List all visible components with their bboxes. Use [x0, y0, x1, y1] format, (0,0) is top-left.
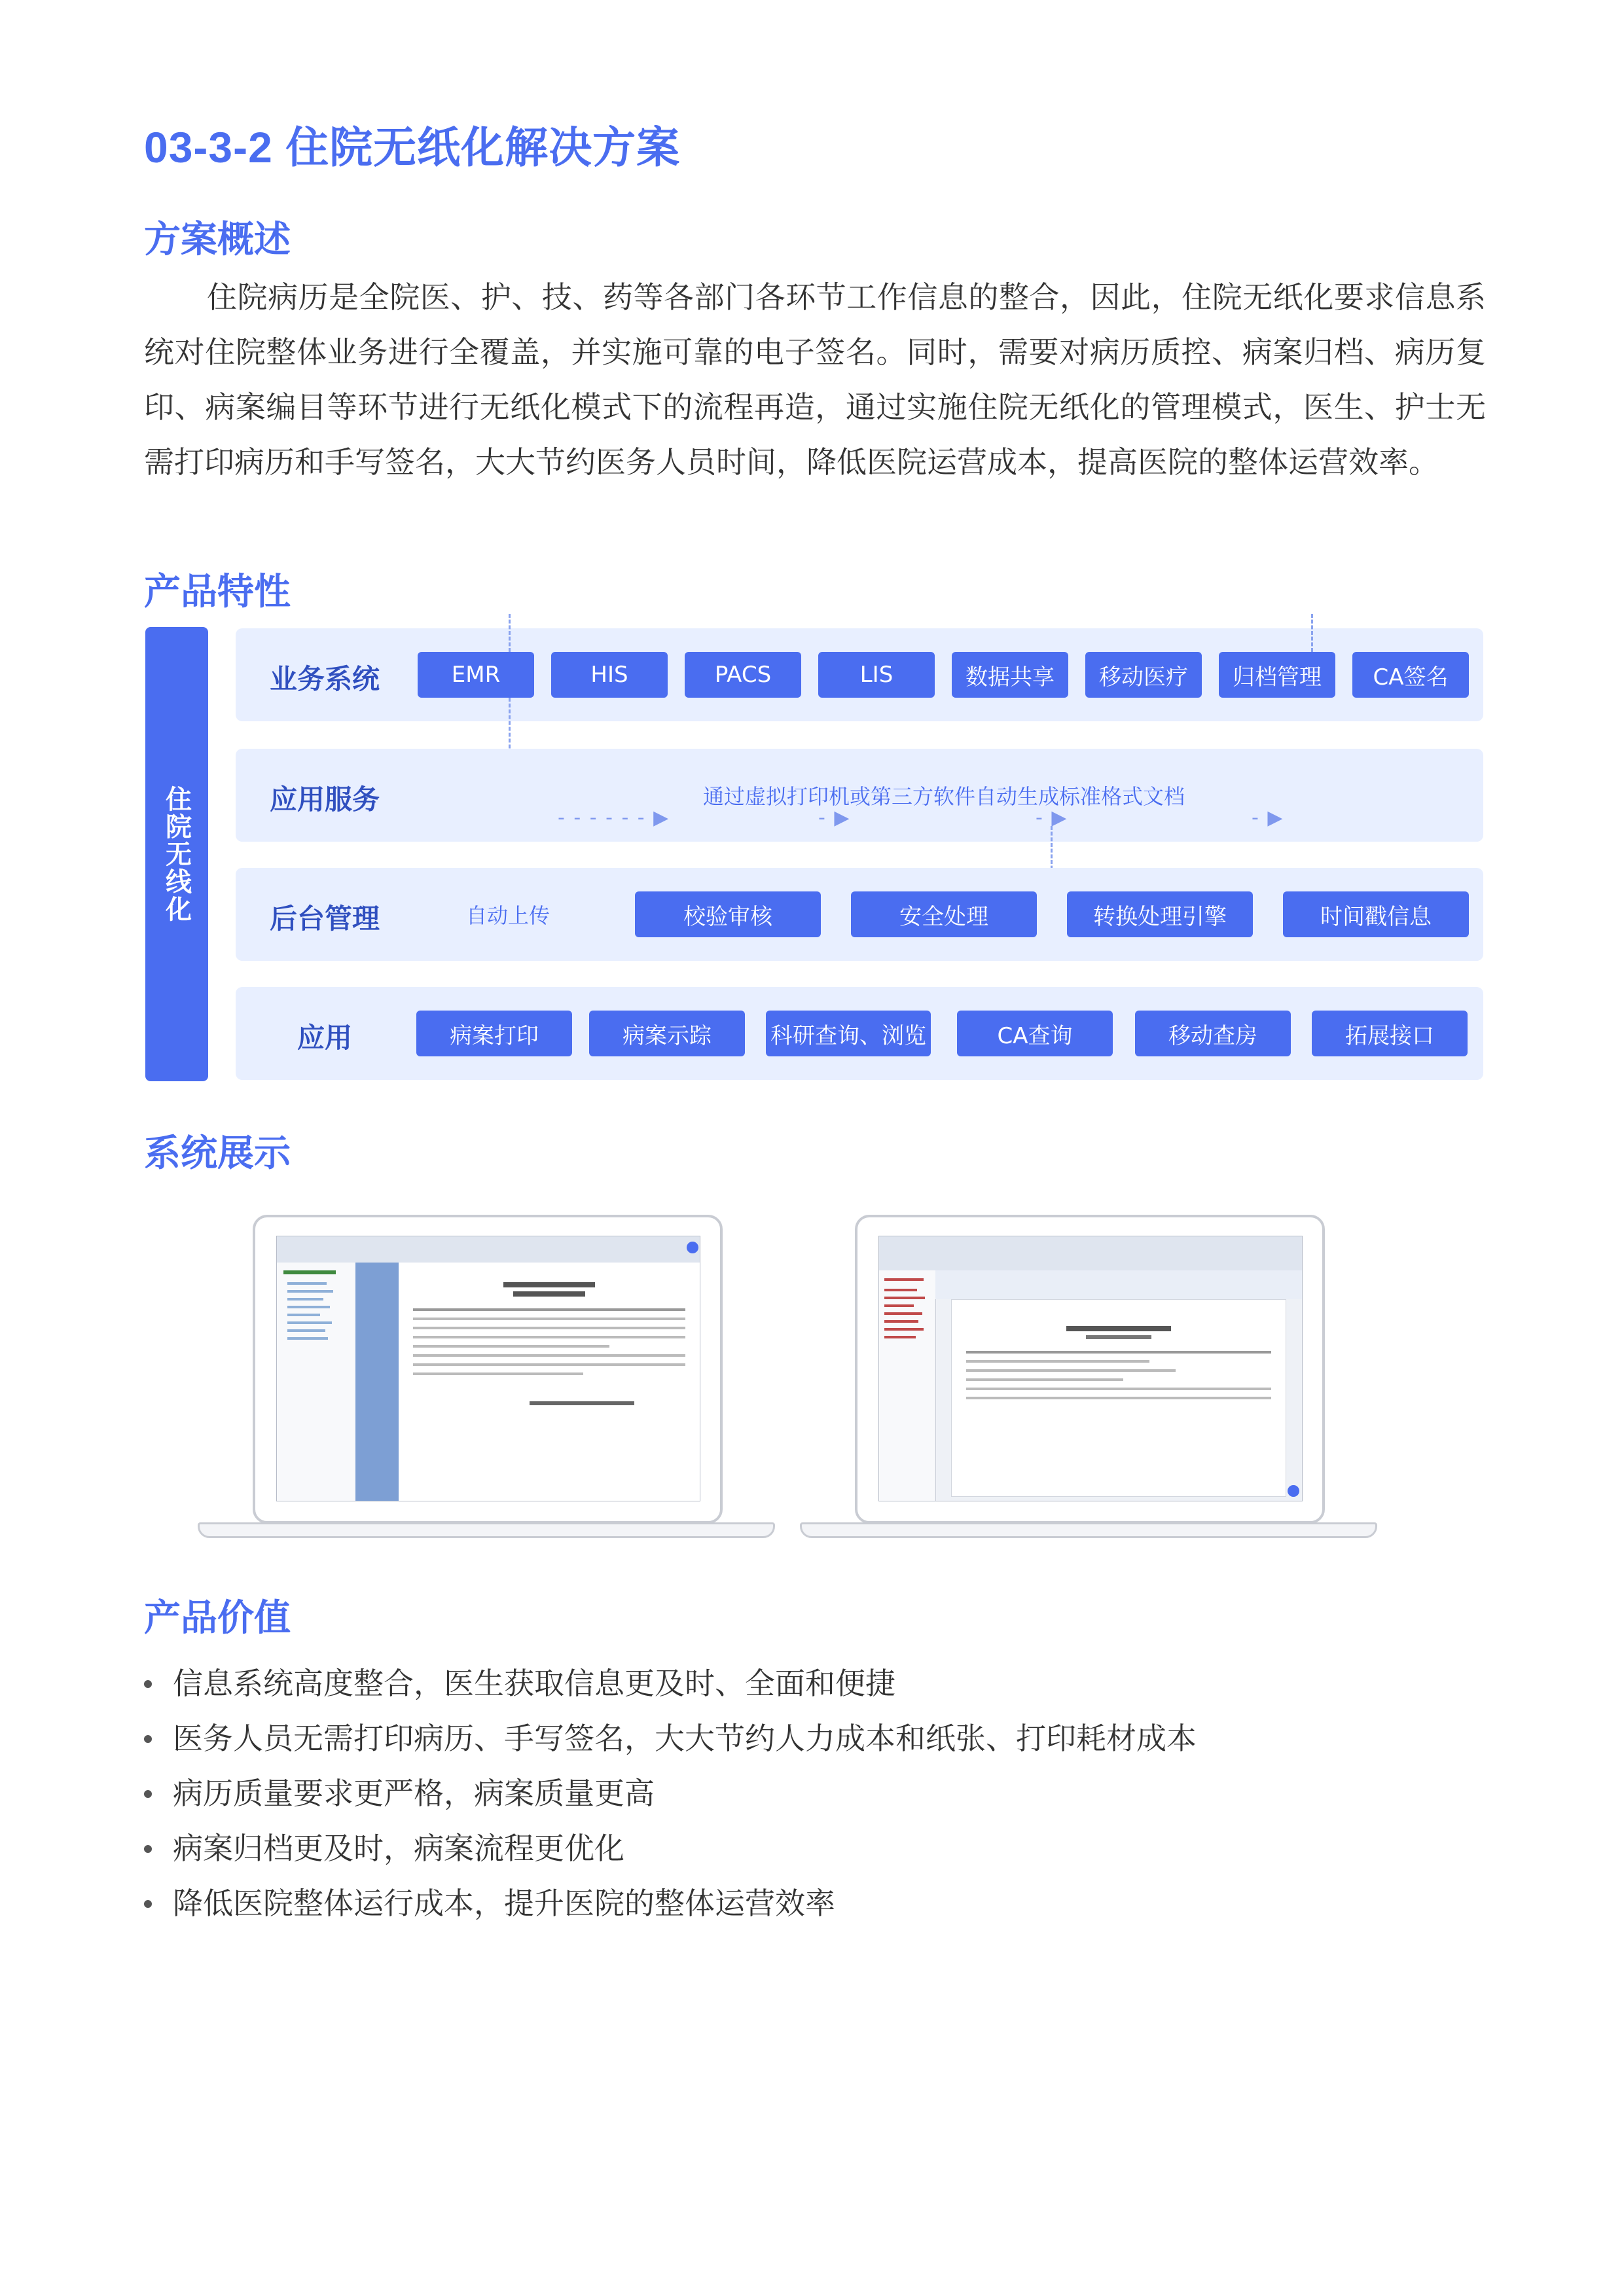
patient-info-bar	[935, 1270, 1302, 1299]
pill-pacs: PACS	[685, 652, 801, 698]
list-item: 病历质量要求更严格，病案质量更高	[144, 1766, 1197, 1821]
list-item: 信息系统高度整合，医生获取信息更及时、全面和便捷	[144, 1656, 1197, 1711]
his-app-screenshot	[878, 1236, 1303, 1501]
overview-paragraph: 住院病历是全院医、护、技、药等各部门各环节工作信息的整合，因此，住院无纸化要求信息系统对住院整体业务进行全覆盖，并实施可靠的电子签名。同时，需要对病历质控、病案归档、病历复印、病案编目等环节进行无纸化模式下的流程再造，通过实施住院无纸化的管理模式，医生、护士无需打印病历和手写签名，大大节约医务人员时间，降低医院运营成本，提高医院的整体运营效率。	[144, 279, 1486, 480]
service-note: 通过虚拟打印机或第三方软件自动生成标准格式文档	[703, 784, 1185, 809]
list-item: 降低医院整体运行成本，提升医院的整体运营效率	[144, 1876, 1197, 1931]
app-tree-panel	[879, 1270, 936, 1501]
pill-research-query: 科研查询、浏览	[766, 1011, 931, 1056]
pill-record-print: 病案打印	[416, 1011, 572, 1056]
value-heading: 产品价值	[144, 1597, 291, 1640]
auto-upload-text: 自动上传	[466, 903, 550, 928]
band-business-label: 业务系统	[270, 663, 380, 695]
app-tree-panel	[277, 1263, 356, 1501]
pill-timestamp-info: 时间戳信息	[1283, 891, 1469, 937]
band-app-label: 应用	[297, 1022, 353, 1054]
pill-mobile-rounds: 移动查房	[1135, 1011, 1291, 1056]
pill-conversion-engine: 转换处理引擎	[1067, 891, 1253, 937]
arrow-right-icon: - - - - - - ▶	[558, 806, 670, 829]
page-title: 03-3-2 住院无纸化解决方案	[144, 123, 681, 171]
badge-icon	[687, 1242, 698, 1253]
document-preview	[399, 1263, 700, 1501]
pill-archive-management: 归档管理	[1219, 652, 1335, 698]
connector-top-right	[1311, 614, 1313, 652]
laptop-left-screen	[253, 1215, 723, 1524]
laptop-right-screen	[855, 1215, 1325, 1524]
features-heading: 产品特性	[144, 571, 291, 613]
arrow-right-icon: - ▶	[1036, 806, 1068, 829]
pill-lis: LIS	[818, 652, 935, 698]
list-item: 医务人员无需打印病历、手写签名，大大节约人力成本和纸张、打印耗材成本	[144, 1711, 1197, 1766]
side-label: 住院无线化	[161, 785, 192, 923]
pill-his: HIS	[551, 652, 668, 698]
pill-record-tracking: 病案示踪	[589, 1011, 745, 1056]
side-label-bar	[145, 627, 208, 1081]
value-list	[144, 1656, 1197, 1931]
arrow-right-icon: - ▶	[1252, 806, 1284, 829]
pill-emr: EMR	[418, 652, 534, 698]
band-service-label: 应用服务	[270, 783, 380, 816]
laptop-right-base	[800, 1522, 1377, 1538]
laptop-left-base	[198, 1522, 775, 1538]
pill-ca-signature: CA签名	[1352, 652, 1469, 698]
arrow-right-icon: - ▶	[818, 806, 851, 829]
pill-data-sharing: 数据共享	[952, 652, 1068, 698]
pill-security-processing: 安全处理	[851, 891, 1037, 937]
badge-icon	[1288, 1485, 1299, 1497]
app-toolbar	[879, 1236, 1302, 1270]
pill-extension-interface: 拓展接口	[1312, 1011, 1468, 1056]
connector-top-left	[509, 614, 511, 652]
band-backend-label: 后台管理	[270, 903, 380, 935]
pill-ca-query: CA查询	[957, 1011, 1113, 1056]
app-toolbar	[277, 1236, 700, 1263]
app-side-strip	[355, 1263, 399, 1501]
overview-heading: 方案概述	[144, 219, 291, 261]
pill-verify-audit: 校验审核	[635, 891, 821, 937]
pill-mobile-medical: 移动医疗	[1085, 652, 1202, 698]
document-preview	[951, 1299, 1286, 1497]
showcase-heading: 系统展示	[144, 1132, 291, 1175]
emr-app-screenshot	[276, 1236, 700, 1501]
list-item: 病案归档更及时，病案流程更优化	[144, 1821, 1197, 1876]
